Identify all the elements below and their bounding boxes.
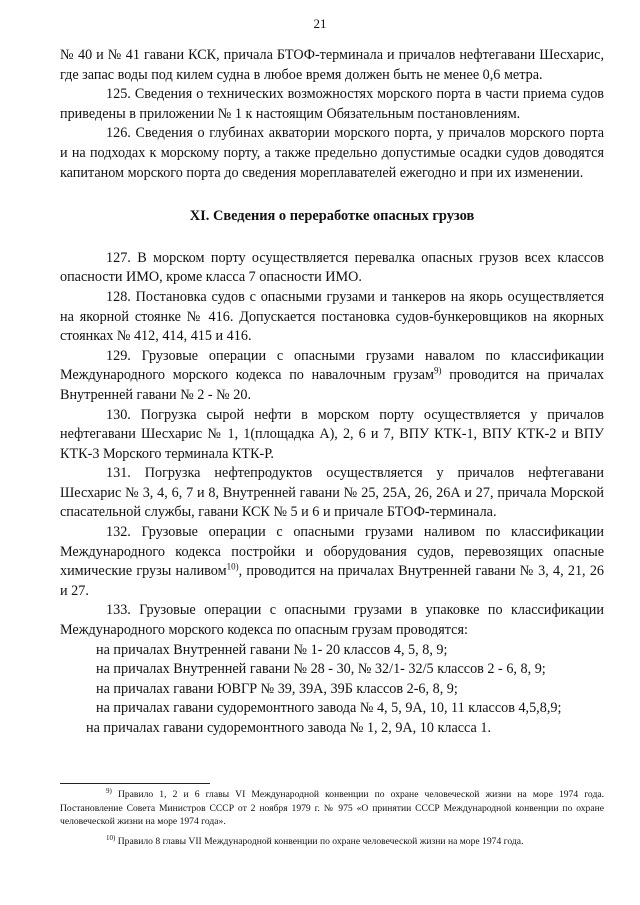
paragraph-128: 128. Постановка судов с опасными грузами и танкеров на якорь осуществляется на якорной стоянке № 416. Допускается постановка судов-бункеровщиков на якорных стоянках № 412, 414, 415 и 416. [60, 288, 604, 345]
footnote-mark: 9) [106, 786, 112, 795]
footnote-text: Правило 1, 2 и 6 главы VI Международной конвенции по охране человеческой жизни на море 1974 года. Постановление Совета Министров СССР от 2 ноября 1979 г. № 975 «О принятии СССР Международной конвенции по охране человеческой жизни на море 1974 года». [60, 789, 604, 828]
footnote-text: Правило 8 главы VII Международной конвенции по охране человеческой жизни на море 1974 года. [115, 835, 524, 847]
document-body [60, 46, 604, 739]
paragraph-132-text-a: 132. Грузовые операции с опасными грузами наливом по классификации Международного кодекса постройки и оборудования судов, перевозящих опасные химические грузы наливом [60, 524, 604, 580]
list-item: на причалах гавани судоремонтного завода № 1, 2, 9А, 10 класса 1. [86, 720, 492, 736]
paragraph-126: 126. Сведения о глубинах акватории морского порта, у причалов морского порта и на подходах к морскому порту, а также предельно допустимые осадки судов доводятся капитаном морского порта до сведения мореплавателей ежегодно и при их изменении. [60, 125, 604, 181]
footnote-divider [60, 783, 210, 784]
paragraph-125: 125. Сведения о технических возможностях морского порта в части приема судов приведены в приложении № 1 к настоящим Обязательным постановлениям. [60, 86, 604, 122]
list-item: на причалах гавани ЮВГР № 39, 39А, 39Б классов 2-6, 8, 9; [96, 680, 458, 697]
list-item: на причалах гавани судоремонтного завода № 4, 5, 9А, 10, 11 классов 4,5,8,9; [96, 700, 562, 717]
footnote-9 [60, 788, 604, 829]
paragraph-intro: № 40 и № 41 гавани КСК, причала БТОФ-терминала и причалов нефтегавани Шесхарис, где запас воды под килем судна в любое время должен быть не менее 0,6 метра. [60, 47, 604, 83]
page-number: 21 [313, 16, 327, 31]
section-heading: XI. Сведения о переработке опасных грузов [189, 208, 475, 225]
footnote-mark: 10) [106, 833, 116, 842]
paragraph-130: 130. Погрузка сырой нефти в морском порту осуществляется у причалов нефтегавани Шесхарис № 1, 1(площадка А), 2, 6 и 7, ВПУ КТК-1, ВПУ КТК-2 и ВПУ КТК-3 Морского терминала КТК-Р. [60, 406, 604, 462]
paragraph-132 [60, 523, 604, 601]
paragraph-132-text-b: , проводится на причалах Внутренней гавани № 3, 4, 21, 26 и 27. [60, 563, 605, 599]
footnotes [60, 788, 604, 848]
paragraph-131: 131. Погрузка нефтепродуктов осуществляется у причалов нефтегавани Шесхарис № 3, 4, 6, 7 и 8, Внутренней гавани № 25, 25А, 26, 26А и 27, причала Морской спасательной службы, гавани КСК № 5 и 6 и причале БТОФ-терминала. [60, 465, 604, 521]
paragraph-129-text-b: проводится на причалах Внутренней гавани № 2 - № 20. [60, 367, 604, 403]
paragraph-129-text-a: 129. Грузовые операции с опасными грузами навалом по классификации Международного морского кодекса по навалочным грузам [60, 347, 604, 384]
paragraph-133: 133. Грузовые операции с опасными грузами в упаковке по классификации Международного морского кодекса по опасным грузам проводятся: [60, 602, 604, 639]
list-item: на причалах Внутренней гавани № 1- 20 классов 4, 5, 8, 9; [96, 641, 448, 658]
footnote-10 [60, 835, 604, 849]
list-item: на причалах Внутренней гавани № 28 - 30, № 32/1- 32/5 классов 2 - 6, 8, 9; [96, 661, 546, 678]
paragraph-129 [60, 347, 604, 406]
paragraph-127: 127. В морском порту осуществляется перевалка опасных грузов всех классов опасности ИМО, кроме класса 7 опасности ИМО. [60, 249, 604, 286]
footnote-ref-10: 10) [226, 561, 239, 572]
footnote-ref-9: 9) [433, 365, 442, 376]
